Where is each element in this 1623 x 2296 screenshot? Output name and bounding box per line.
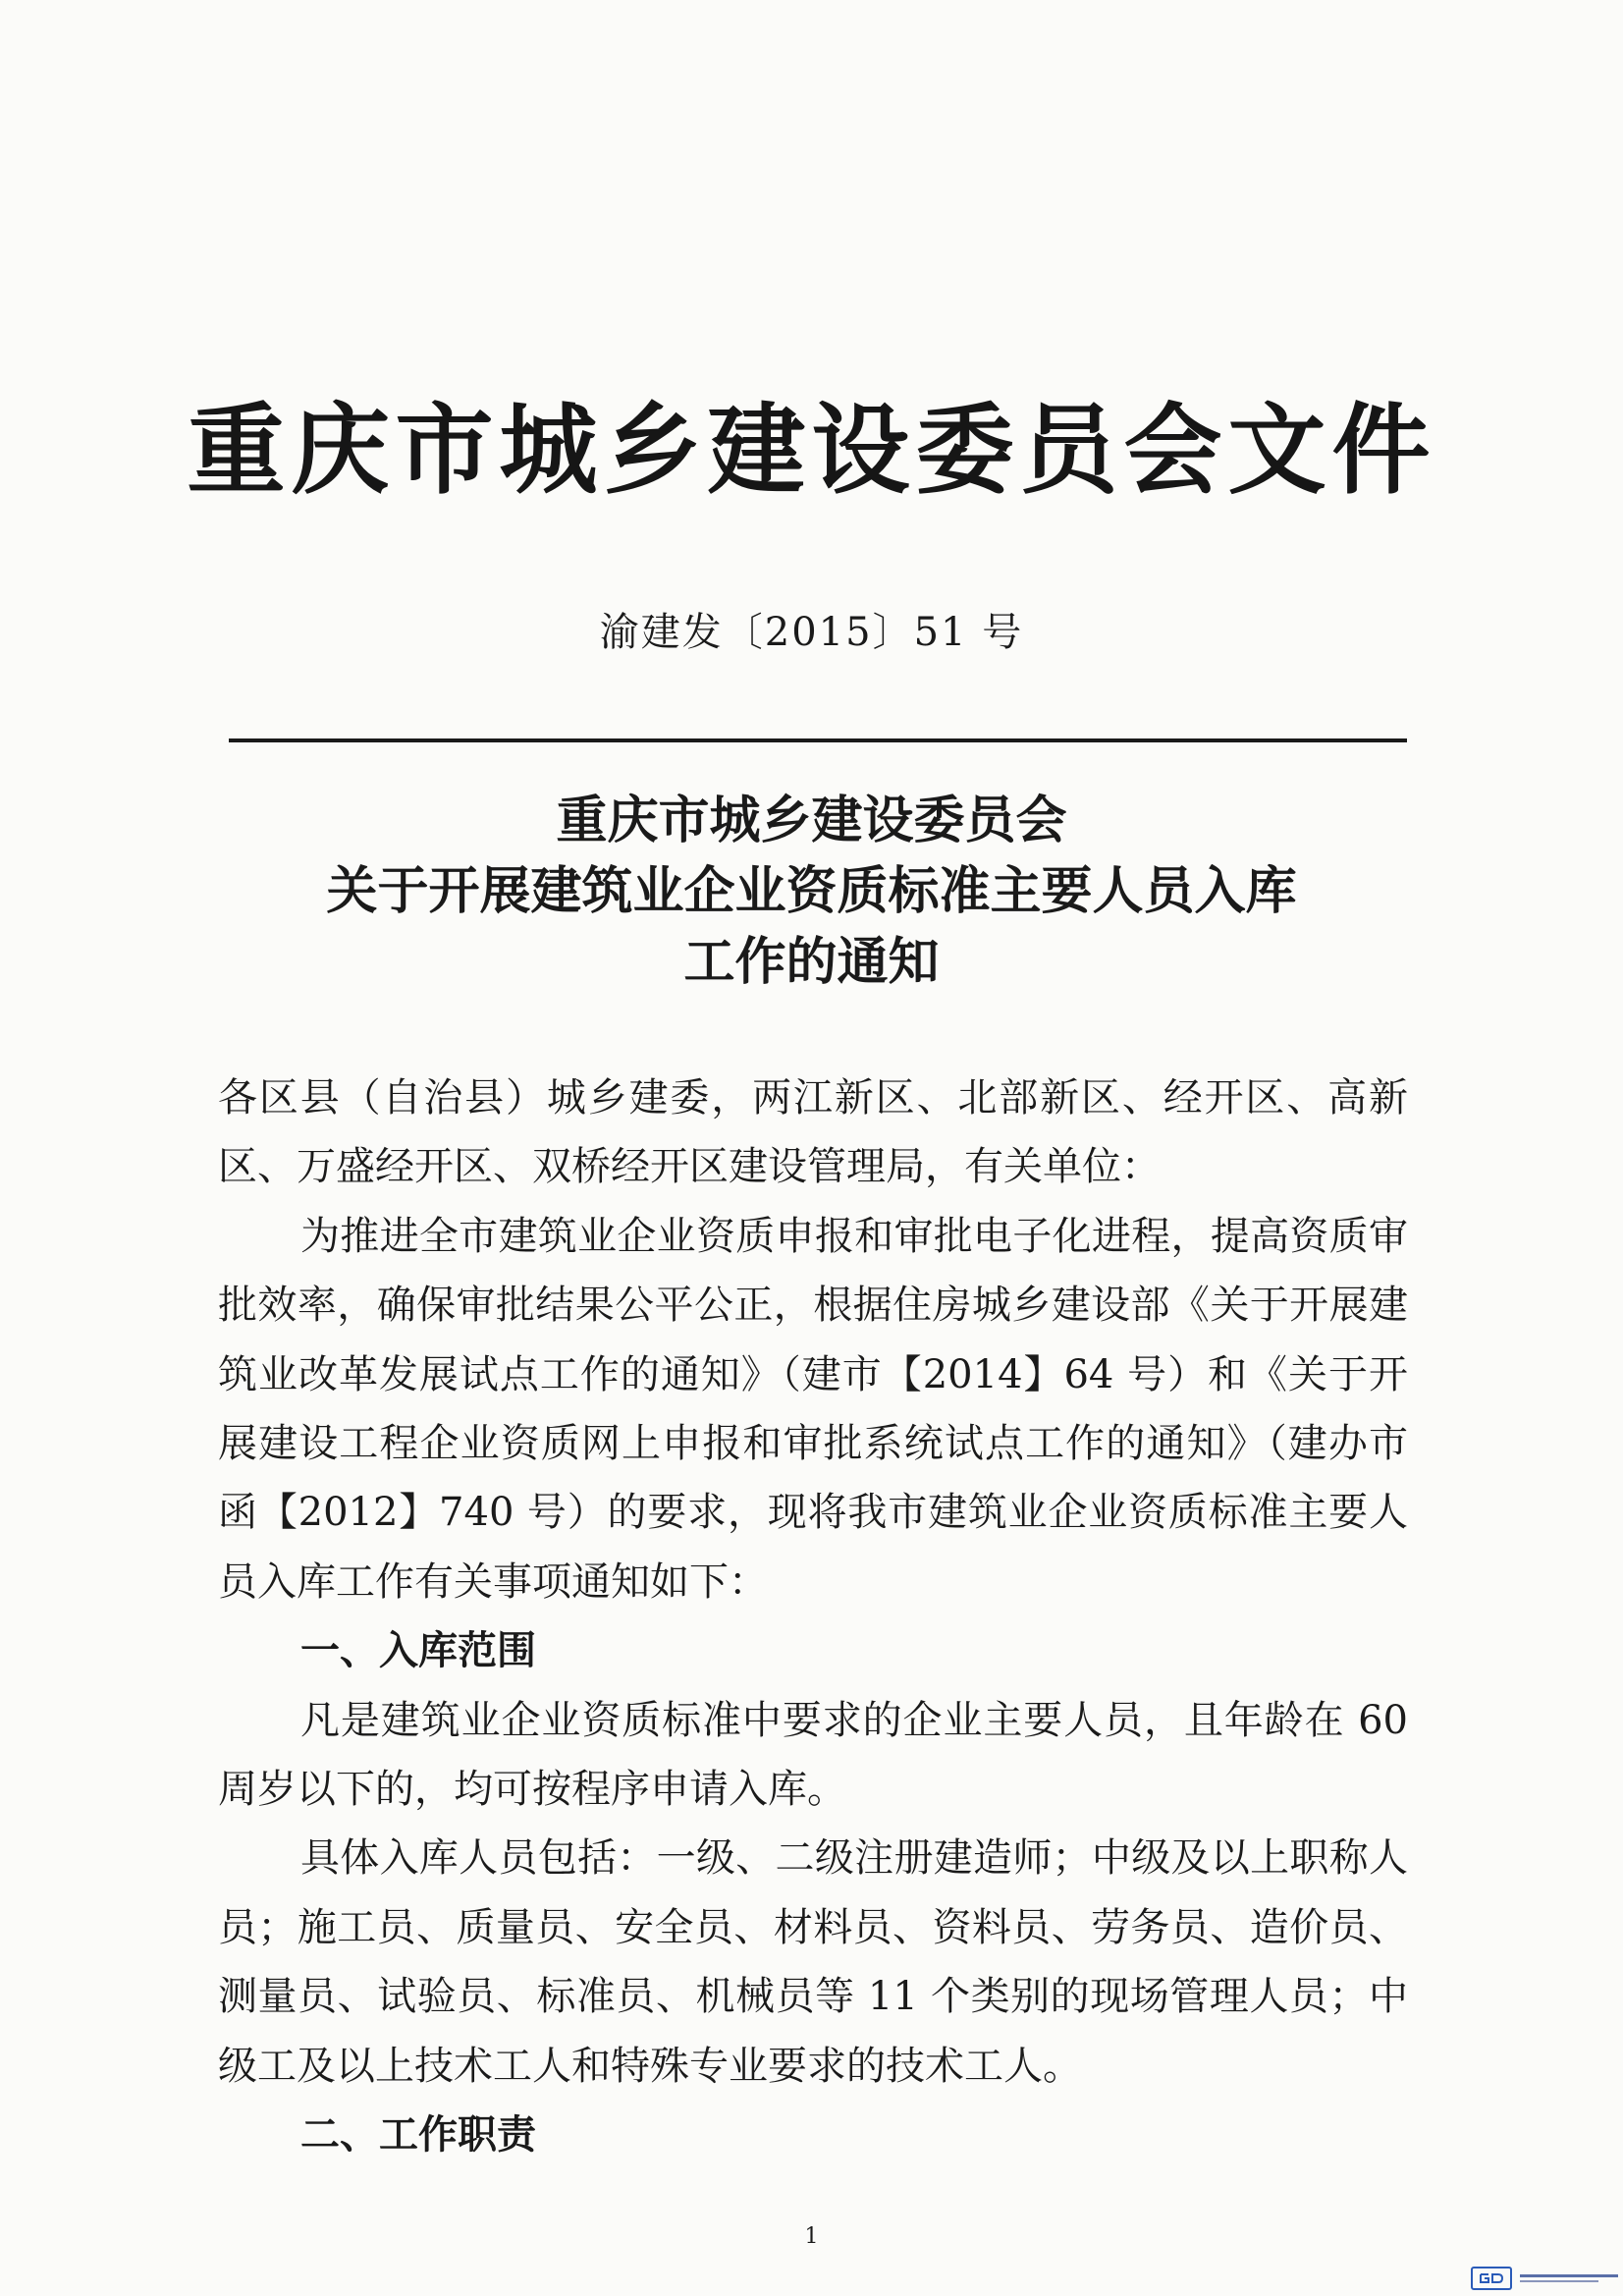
document-header-title: 重庆市城乡建设委员会文件 (187, 392, 1436, 508)
section-1-paragraph-1: 凡是建筑业企业资质标准中要求的企业主要人员，且年龄在 60 周岁以下的，均可按程序申请入库。 (218, 1697, 1408, 1813)
header-divider (229, 738, 1407, 742)
notice-body (218, 1064, 1408, 2170)
watermark-text-lines (1520, 2271, 1618, 2285)
page-number: 1 (804, 2224, 819, 2249)
notice-title-line-2: 关于开展建筑业企业资质标准主要人员入库 (326, 861, 1297, 921)
notice-title (0, 786, 1623, 998)
notice-title-line-1: 重庆市城乡建设委员会 (556, 791, 1067, 850)
scanner-watermark (1471, 2267, 1618, 2290)
recipients-paragraph: 各区县（自治县）城乡建委，两江新区、北部新区、经开区、高新区、万盛经开区、双桥经开区建设管理局，有关单位： (218, 1075, 1408, 1190)
section-1-paragraph-2: 具体入库人员包括：一级、二级注册建造师；中级及以上职称人员；施工员、质量员、安全员、材料员、资料员、劳务员、造价员、测量员、试验员、标准员、机械员等 11 个类别的现场管理人员；中级工及以上技术工人和特殊专业要求的技术工人。 (218, 1835, 1408, 2089)
watermark-logo-icon (1471, 2267, 1512, 2290)
section-2-heading: 二、工作职责 (300, 2111, 536, 2159)
notice-title-line-3: 工作的通知 (683, 932, 940, 992)
section-1-heading: 一、入库范围 (300, 1627, 536, 1674)
intro-paragraph: 为推进全市建筑业企业资质申报和审批电子化进程，提高资质审批效率，确保审批结果公平公正，根据住房城乡建设部《关于开展建筑业改革发展试点工作的通知》（建市【2014】64 号）和《关于开展建设工程企业资质网上申报和审批系统试点工作的通知》（建办市函【2012】740 号）的要求，现将我市建筑业企业资质标准主要人员入库工作有关事项通知如下： (218, 1213, 1408, 1605)
document-number: 渝建发〔2015〕51 号 (599, 610, 1024, 655)
